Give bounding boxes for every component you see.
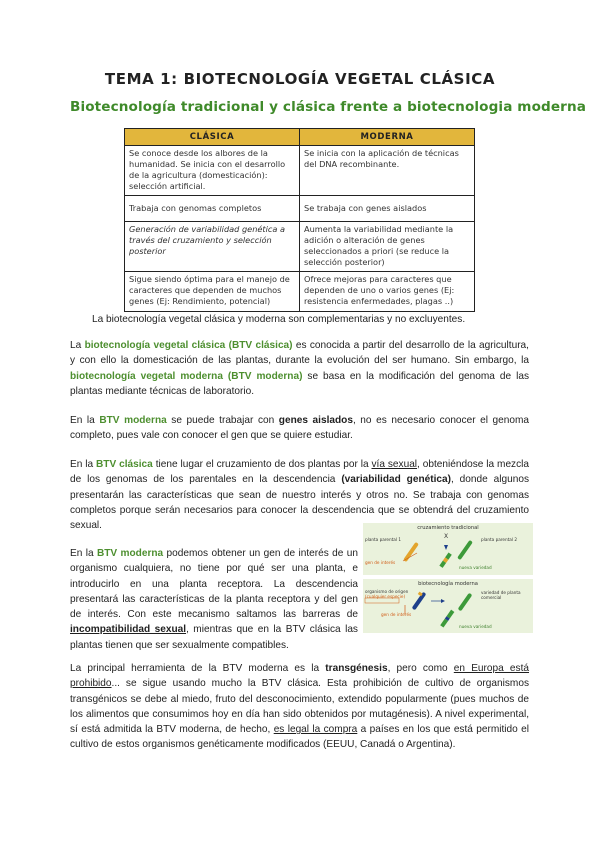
term-transgenesis: transgénesis	[325, 663, 388, 674]
label-donor: organismo de origen	[365, 589, 409, 594]
transgenic-chromosome	[440, 610, 454, 628]
table-row	[125, 222, 475, 272]
cell-moderna: Se trabaja con genes aislados	[300, 196, 475, 222]
down-arrow-icon	[444, 545, 448, 550]
term-btv-moderna: BTV moderna	[96, 548, 164, 559]
cross-symbol: X	[444, 533, 449, 540]
paragraph-btv-moderna: En la BTV moderna podemos obtener un gen de interés de un organismo cualquiera, no tiene por qué ser una planta, e introducirlo en una planta receptora. La descendencia presentará las características de la planta receptora y del gen de interés. Con este mecanismo saltamos las barreras de incompatibilidad sexual, mientras que en la BTV clásica las plantas tienen que ser sexualmente compatibles.	[70, 548, 359, 651]
cell-moderna: Aumenta la variabilidad mediante la adición o alteración de genes seleccionados a priori (se reduce la selección posterior)	[300, 222, 475, 272]
panel-title-modern: biotecnología moderna	[418, 581, 478, 587]
header-clasica: CLÁSICA	[125, 129, 300, 146]
label-donor-species: (cualquier especie)	[365, 594, 406, 599]
label-gene-top: gen de interés	[365, 560, 396, 565]
label-gene-bottom: gen de interés	[381, 612, 412, 617]
right-arrow-icon	[441, 599, 445, 603]
label-parent1: planta parental 1	[365, 537, 402, 542]
term-btv-moderna: BTV moderna	[99, 415, 167, 426]
traditional-chromosomes	[363, 523, 533, 575]
table-row	[125, 196, 475, 222]
parent2-chromosome	[457, 540, 473, 560]
table-row	[125, 272, 475, 312]
comparison-table	[124, 128, 475, 312]
parent1-chromosome	[403, 542, 419, 562]
breeding-diagram	[363, 523, 533, 633]
panel-modern	[363, 579, 533, 633]
label-new-variety-bottom: nueva variedad	[459, 624, 492, 629]
paragraph-btv-clasica: En la BTV clásica tiene lugar el cruzamiento de dos plantas por la vía sexual, obteniéndose la mezcla de los genomas de los parentales en la descendencia (variabilidad genética), donde algunos presentarán las características que sean de nuestro interés y otros no. Se trabaja con genomas completos porque serán necesarios para conocer la descendencia que se obtendrá del cruzamiento sexual.	[70, 459, 530, 532]
section-subtitle: Biotecnología tradicional y clásica frente a biotecnologia moderna	[70, 99, 587, 115]
term-variabilidad-genetica: (variabilidad genética)	[341, 474, 451, 486]
cell-clasica: Generación de variabilidad genética a través del cruzamiento y selección posterior	[125, 222, 300, 272]
paragraph-transgenesis: La principal herramienta de la BTV moderna es la transgénesis, pero como en Europa está prohibido... se sigue usando mucho la BTV clásica. Esta prohibición de cultivo de organismos transgénicos se debe al miedo, fruto del desconocimiento, extendido popularmente (pues muchos de los alimentos que consumimos hoy en día han sido obtenidos por mutagénesis). A nivel experimental, sí está admitida la BTV moderna, de hecho, es legal la compra a países en los que está permitido el cultivo de estos organismos genéticamente modificados (EEUU, Canadá o Argentina).	[70, 663, 529, 751]
receptor-chromosome	[458, 593, 473, 612]
term-via-sexual: vía sexual	[371, 459, 418, 470]
header-moderna: MODERNA	[300, 129, 475, 146]
modern-chromosomes	[363, 579, 533, 633]
term-europa-prohibido: en Europa está prohibido	[70, 663, 529, 690]
label-variety: variedad de planta	[481, 590, 521, 595]
term-genes-aislados: genes aislados	[278, 415, 353, 426]
term-btv-clasica: BTV clásica	[96, 459, 153, 470]
cell-moderna: Ofrece mejoras para caracteres que dependen de uno o varios genes (Ej: resistencia enfermedades, plagas ..)	[300, 272, 475, 312]
paragraph-genes-aislados: En la BTV moderna se puede trabajar con genes aislados, no es necesario conocer el genoma completo, pues vale con conocer el gen que se quiere estudiar.	[70, 415, 530, 442]
cell-clasica: Se conoce desde los albores de la humanidad. Se inicia con el desarrollo de la agricultura (domesticación): selección artificial.	[125, 146, 300, 196]
panel-traditional	[363, 523, 533, 575]
label-variety-commercial: comercial	[481, 595, 502, 600]
label-parent2: planta parental 2	[481, 537, 518, 542]
donor-box	[365, 598, 399, 603]
term-btv-moderna: biotecnología vegetal moderna (BTV moderna)	[70, 370, 303, 382]
table-row	[125, 146, 475, 196]
cell-moderna: Se inicia con la aplicación de técnicas del DNA recombinante.	[300, 146, 475, 196]
table-header-row	[125, 129, 475, 146]
complementary-note: La biotecnología vegetal clásica y moderna son complementarias y no excluyentes.	[92, 314, 466, 325]
term-btv-clasica: biotecnología vegetal clásica (BTV clásica)	[84, 340, 293, 351]
cell-clasica: Trabaja con genomas completos	[125, 196, 300, 222]
panel-title-traditional: cruzamiento tradicional	[417, 525, 479, 531]
page-title: TEMA 1: BIOTECNOLOGÍA VEGETAL CLÁSICA	[104, 70, 496, 88]
term-incompatibilidad-sexual: incompatibilidad sexual	[70, 624, 187, 636]
offspring-chromosome	[439, 552, 451, 567]
paragraph-intro: La biotecnología vegetal clásica (BTV clásica) es conocida a partir del desarrollo de la agricultura, y con ello la domesticación de las plantas, durante la evolución del ser humano. Sin embargo, la biotecnología vegetal moderna (BTV moderna) se basa en la modificación del genoma de las plantas mediante técnicas de laboratorio.	[70, 340, 529, 397]
term-legal-compra: es legal la compra	[273, 724, 358, 736]
cell-clasica: Sigue siendo óptima para el manejo de caracteres que dependen de muchos genes (Ej: Rendimiento, potencial)	[125, 272, 300, 312]
label-new-variety-top: nueva variedad	[459, 565, 492, 570]
